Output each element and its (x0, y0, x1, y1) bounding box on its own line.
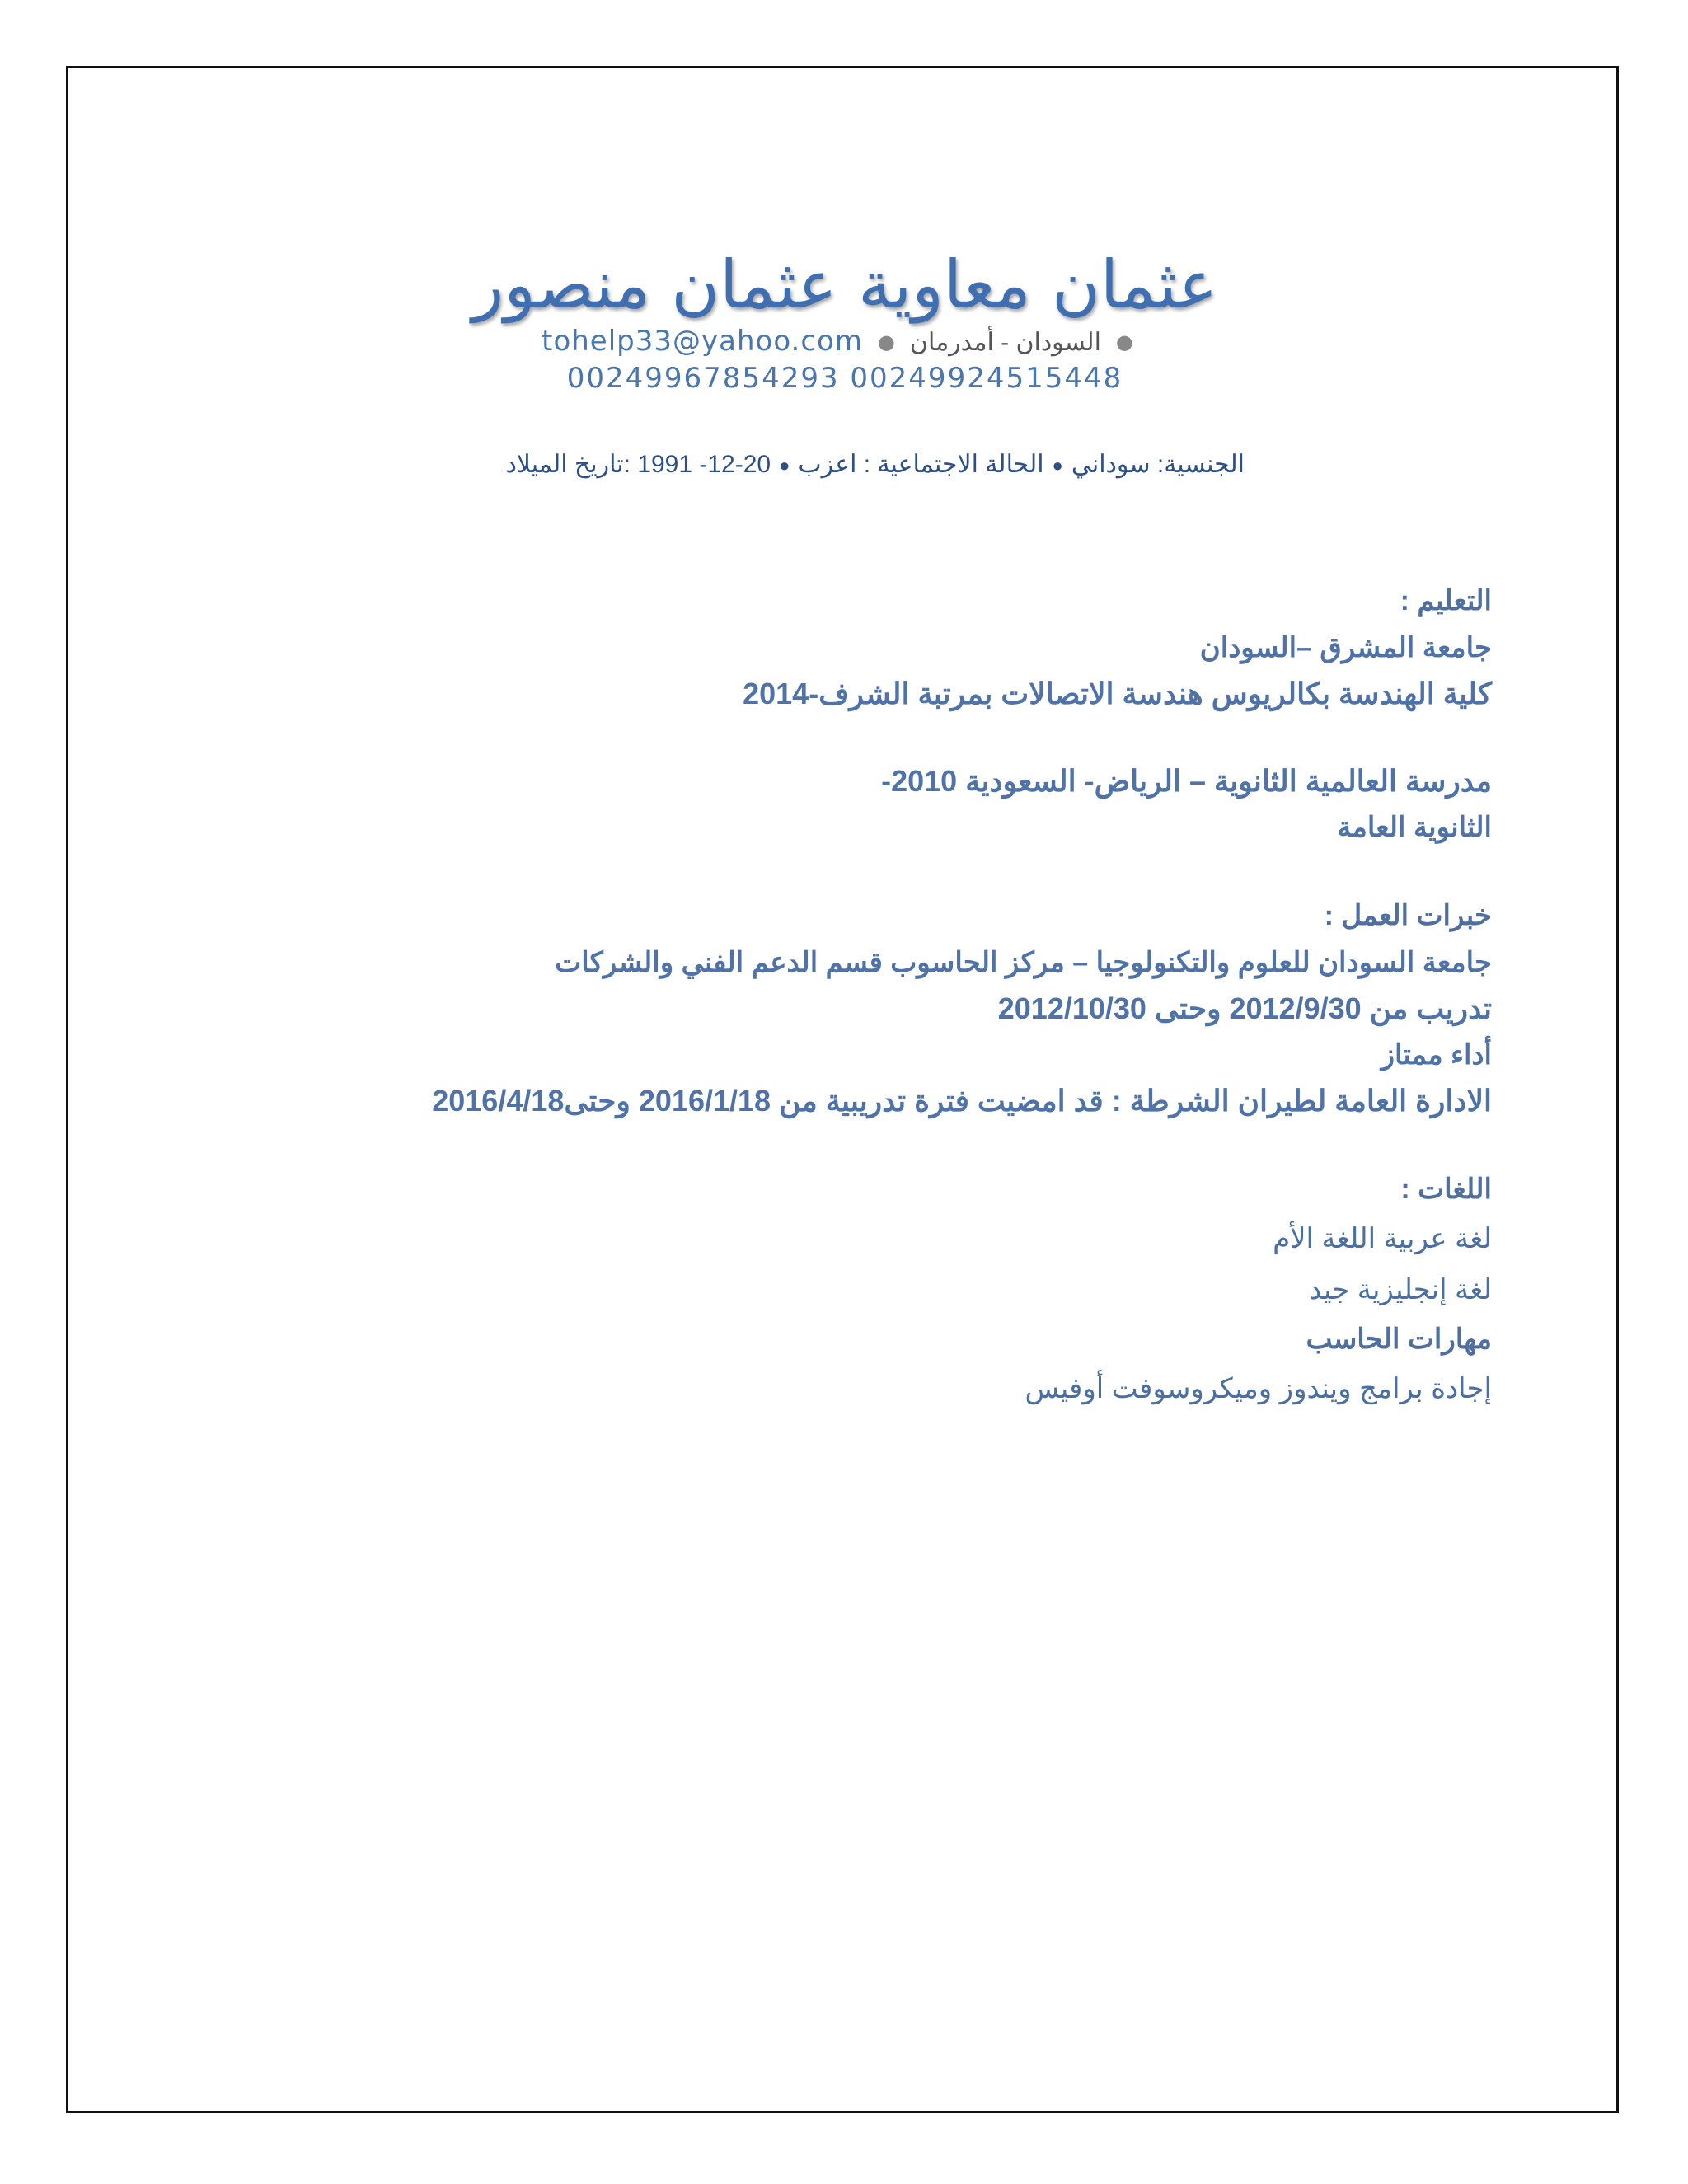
education-school: مدرسة العالمية الثانوية – الرياض- السعودية 2010- (881, 764, 1492, 798)
marital-status: الحالة الاجتماعية : اعزب (798, 451, 1044, 478)
cv-body (330, 577, 1492, 1414)
experience-line-2: تدريب من 2012/9/30 وحتى 2012/10/30 (997, 991, 1492, 1025)
contact-line (412, 323, 1278, 359)
nationality: الجنسية: سوداني (1071, 451, 1245, 478)
education-heading: التعليم : (1400, 585, 1492, 616)
computer-skills-heading: مهارات الحاسب (1306, 1324, 1492, 1355)
bullet-icon: ● (1115, 330, 1133, 354)
experience-heading: خبرات العمل : (1324, 900, 1492, 931)
bullet-icon: ● (877, 330, 895, 354)
education-school-cert: الثانوية العامة (1337, 812, 1492, 843)
cv-header (412, 247, 1278, 399)
address: السودان - أمدرمان (909, 329, 1101, 356)
personal-info (412, 450, 1245, 479)
computer-skills-item: إجادة برامج ويندوز وميكروسوفت أوفيس (1025, 1373, 1492, 1404)
candidate-name: عثمان معاوية عثمان منصور (471, 246, 1218, 323)
education-university: جامعة المشرق –السودان (1199, 632, 1492, 663)
experience-line-3: أداء ممتاز (1381, 1039, 1492, 1071)
birth-date: 20-12- 1991 :تاريخ الميلاد (505, 451, 771, 478)
experience-line-4: الادارة العامة لطيران الشرطة : قد امضيت فترة تدريبية من 2016/1/18 وحتى2016/4/18 (432, 1084, 1492, 1118)
phone-numbers: 00249967854293 00249924515448 (566, 362, 1123, 396)
languages-heading: اللغات : (1400, 1174, 1492, 1205)
experience-line-1: جامعة السودان للعلوم والتكنولوجيا – مركز الحاسوب قسم الدعم الفني والشركات (555, 947, 1492, 978)
education-degree: كلية الهندسة بكالريوس هندسة الاتصالات بمرتبة الشرف-2014 (743, 677, 1492, 710)
language-english: لغة إنجليزية جيد (1309, 1274, 1492, 1305)
bullet-icon: ● (779, 455, 790, 476)
language-arabic: لغة عربية اللغة الأم (1273, 1223, 1492, 1254)
bullet-icon: ● (1052, 455, 1063, 476)
email[interactable]: tohelp33@yahoo.com (542, 325, 863, 358)
